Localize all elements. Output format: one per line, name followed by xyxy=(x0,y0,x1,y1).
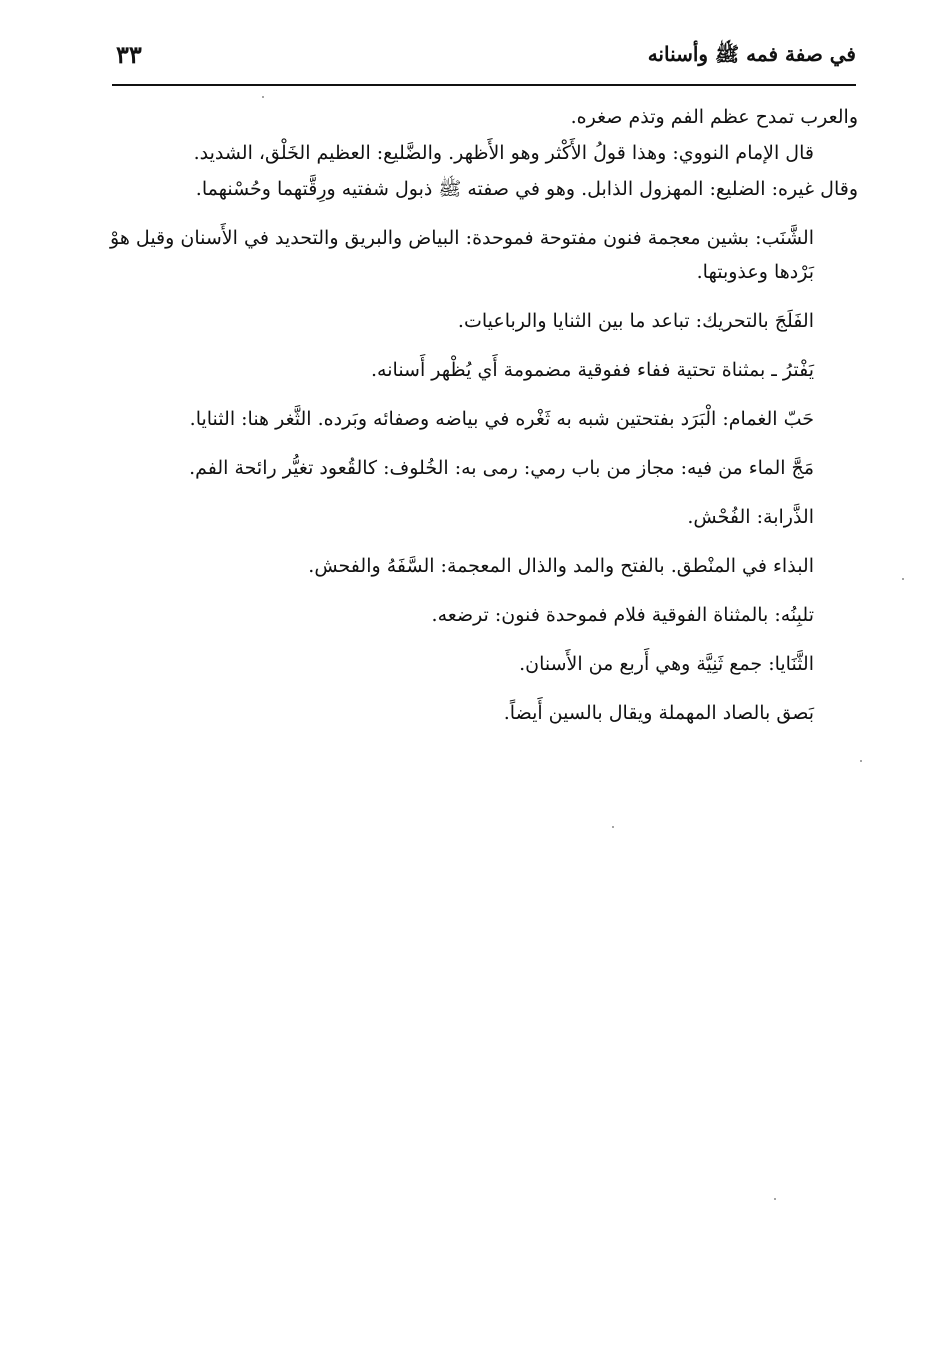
scan-speck xyxy=(774,1198,776,1200)
gloss-falaj: الفَلَجَ بالتحريك: تباعد ما بين الثنايا والرباعيات. xyxy=(457,310,814,332)
paragraph-nawawi: قال الإمام النووي: وهذا قولُ الأَكْثر وهو الأَظهر. والضَّليع: العظيم الخَلْق، الشديد. xyxy=(193,142,814,164)
paragraph-dhalia: وقال غيره: الضليع: المهزول الذابل. وهو في صفته ﷺ ذبول شفتيه ورِقَّتهما وحُسْنهما. xyxy=(195,178,858,200)
paragraph-intro: والعرب تمدح عظم الفم وتذم صغره. xyxy=(570,106,858,128)
scan-speck xyxy=(612,826,614,828)
page-header xyxy=(112,38,856,82)
gloss-basaq: بَصق بالصاد المهملة ويقال بالسين أَيضاً. xyxy=(503,702,814,724)
page-number: ٣٣ xyxy=(116,40,142,69)
page-body xyxy=(110,100,858,745)
scan-speck xyxy=(902,578,904,580)
header-rule xyxy=(112,84,856,86)
gloss-dharaba: الذَّرابة: الفُحْش. xyxy=(687,506,814,528)
scan-speck xyxy=(860,760,862,762)
gloss-majja: مَجَّ الماء من فيه: مجاز من باب رمي: رمى به: الخُلوف: كالقُعود تغيُّر رائحة الفم. xyxy=(189,457,814,479)
scan-speck xyxy=(262,96,264,98)
paragraph-shanab: الشَّنَب: بشين معجمة فنون مفتوحة فموحدة: البياض والبريق والتحديد في الأَسنان وقيل هوْ بَرْدها وعذوبتها. xyxy=(110,227,814,283)
gloss-yaftar: يَفْترُ ـ بمثناة تحتية ففاء ففوقية مضمومة أَي يُظْهر أَسنانه. xyxy=(371,359,814,381)
gloss-thanaya: الثَّنَايا: جمع ثَنِيَّة وهي أَربع من الأَسنان. xyxy=(519,653,814,675)
gloss-habb-al-ghamam: حَبّ الغمام: الْبَرَد بفتحتين شبه به ثَغْره في بياضه وصفائه وبَرده. الثَّغر هنا: الثنايا. xyxy=(189,408,814,430)
gloss-talbinuh: تلبِنُه: بالمثناة الفوقية فلام فموحدة فنون: ترضعه. xyxy=(431,604,814,626)
gloss-badha: البذاء في المنْطق. بالفتح والمد والذال المعجمة: السَّفَهُ والفحش. xyxy=(308,555,814,577)
running-title: في صفة فمه ﷺ وأسنانه xyxy=(647,42,856,66)
